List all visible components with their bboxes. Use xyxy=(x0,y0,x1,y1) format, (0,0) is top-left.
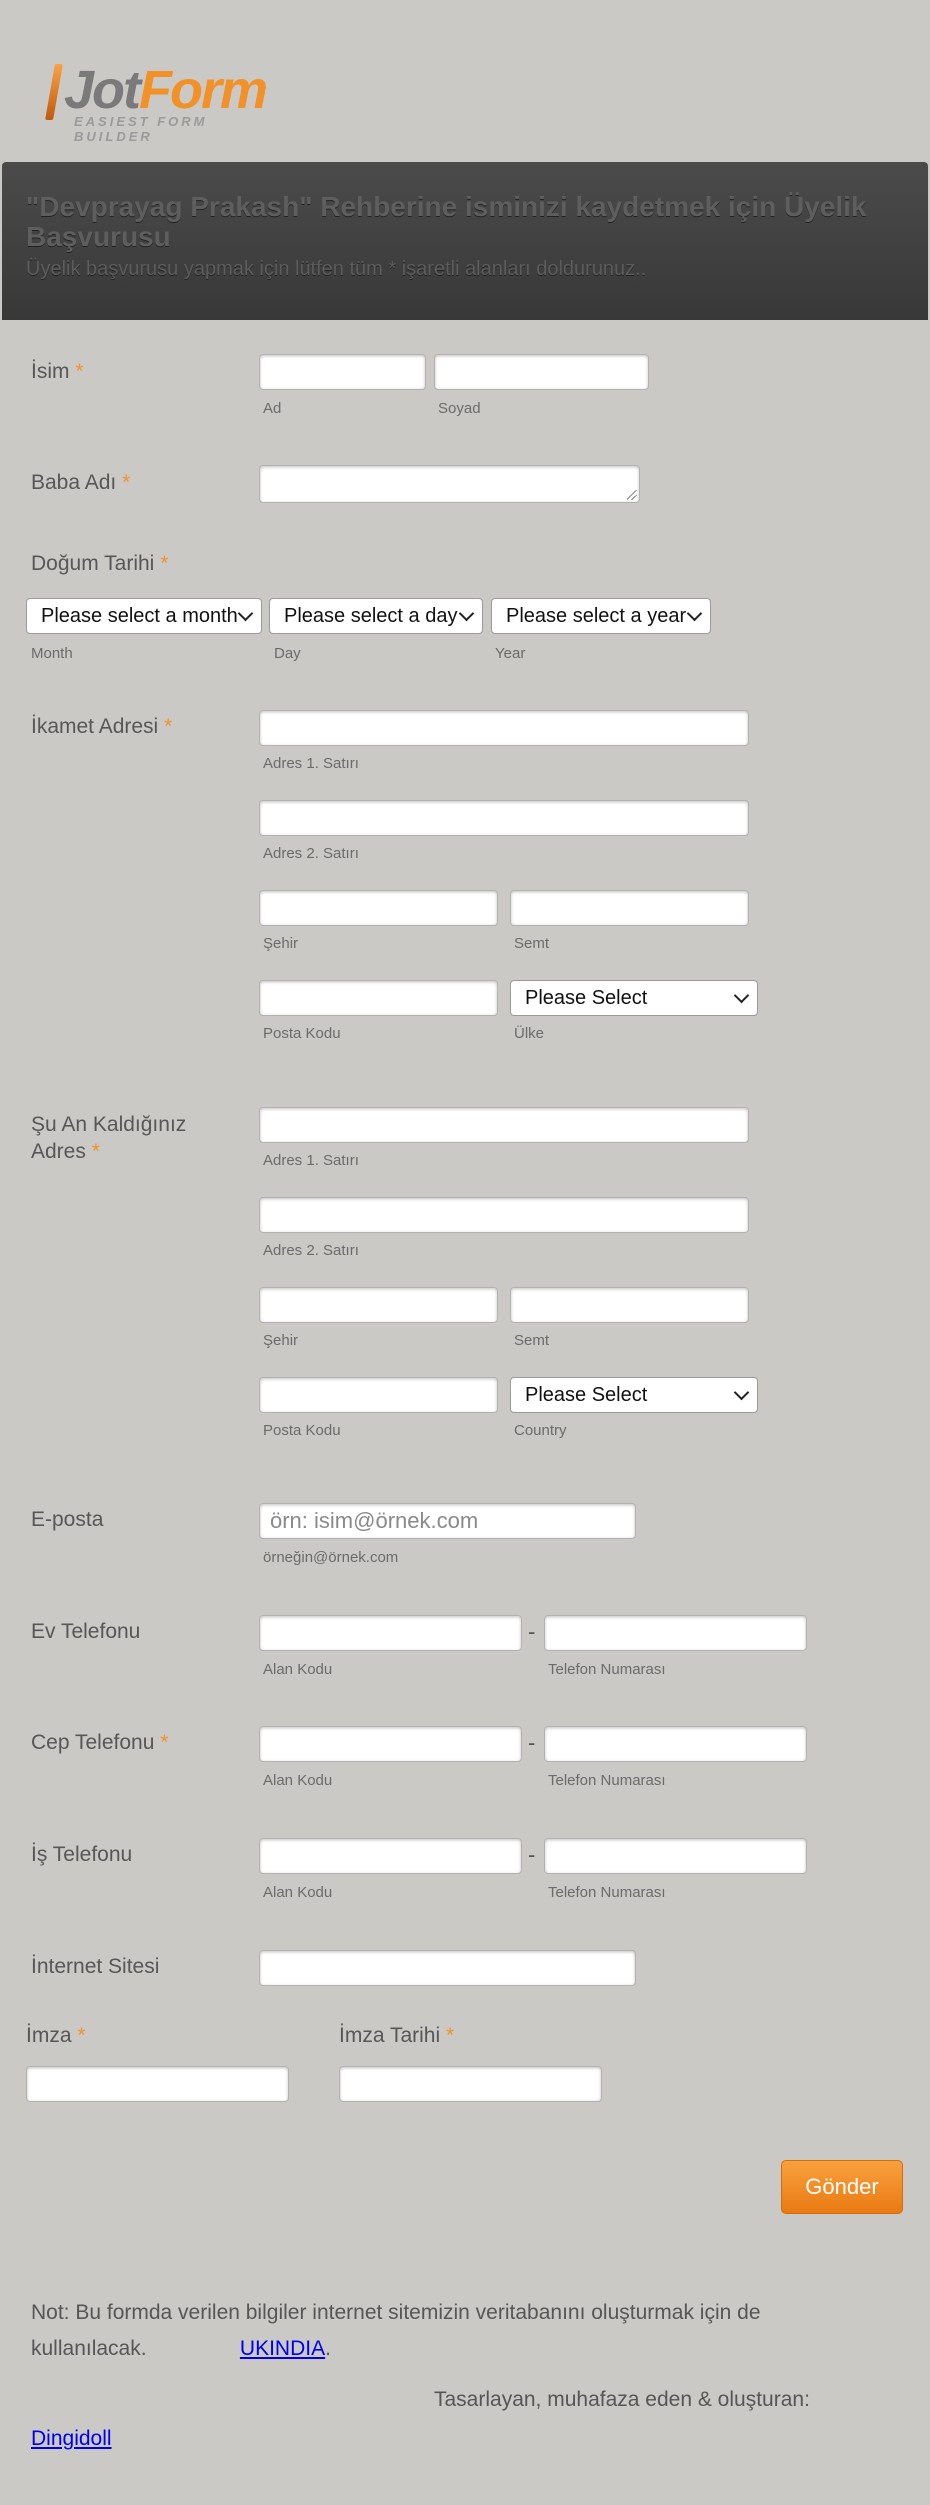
home-phone-number-sublabel: Telefon Numarası xyxy=(548,1661,666,1678)
website-input[interactable] xyxy=(259,1950,636,1986)
mobile-phone-number-sublabel: Telefon Numarası xyxy=(548,1772,666,1789)
residence-line1-sublabel: Adres 1. Satırı xyxy=(263,755,359,772)
form-subtitle: Üyelik başvurusu yapmak için lütfen tüm * işaretli alanları doldurunuz.. xyxy=(26,258,647,280)
birth-day-sublabel: Day xyxy=(274,645,301,662)
mobile-phone-area-input[interactable] xyxy=(259,1726,522,1762)
work-phone-area-input[interactable] xyxy=(259,1838,522,1874)
current-postal-input[interactable] xyxy=(259,1377,498,1413)
email-label: E-posta xyxy=(31,1508,104,1531)
last-name-sublabel: Soyad xyxy=(438,400,481,417)
birth-date-label: Doğum Tarihi * xyxy=(31,552,169,575)
residence-address-label: İkamet Adresi * xyxy=(31,715,173,738)
home-phone-area-input[interactable] xyxy=(259,1615,522,1651)
birth-month-sublabel: Month xyxy=(31,645,73,662)
residence-line2-input[interactable] xyxy=(259,800,749,836)
chevron-down-icon xyxy=(734,1385,750,1401)
birth-day-select[interactable]: Please select a day xyxy=(269,598,483,634)
author-link[interactable]: Dingidoll xyxy=(31,2427,112,2450)
current-city-input[interactable] xyxy=(259,1287,498,1323)
email-hint: örneğin@örnek.com xyxy=(263,1549,399,1566)
home-phone-label: Ev Telefonu xyxy=(31,1620,141,1643)
residence-postal-sublabel: Posta Kodu xyxy=(263,1025,341,1042)
chevron-down-icon xyxy=(734,988,750,1004)
residence-postal-input[interactable] xyxy=(259,980,498,1016)
mobile-phone-area-sublabel: Alan Kodu xyxy=(263,1772,333,1789)
residence-city-input[interactable] xyxy=(259,890,498,926)
father-name-textarea[interactable] xyxy=(259,465,640,503)
father-name-label: Baba Adı * xyxy=(31,471,131,494)
current-district-sublabel: Semt xyxy=(514,1332,550,1349)
current-city-sublabel: Şehir xyxy=(263,1332,299,1349)
jotform-logo xyxy=(44,58,274,144)
current-line2-sublabel: Adres 2. Satırı xyxy=(263,1242,359,1259)
work-phone-area-sublabel: Alan Kodu xyxy=(263,1884,333,1901)
residence-district-input[interactable] xyxy=(510,890,749,926)
first-name-input[interactable] xyxy=(259,354,426,390)
resize-grip-icon[interactable] xyxy=(627,490,637,500)
ukindia-link[interactable]: UKINDIA xyxy=(239,2337,326,2360)
work-phone-number-sublabel: Telefon Numarası xyxy=(548,1884,666,1901)
logo-tagline: EASIEST FORM BUILDER xyxy=(74,114,208,144)
home-phone-area-sublabel: Alan Kodu xyxy=(263,1661,333,1678)
first-name-sublabel: Ad xyxy=(263,400,282,417)
birth-year-sublabel: Year xyxy=(495,645,526,662)
form-header xyxy=(2,162,928,320)
logo-pencil-icon xyxy=(45,64,63,120)
website-label: İnternet Sitesi xyxy=(31,1955,160,1978)
phone-separator: - xyxy=(528,1842,536,1867)
residence-line2-sublabel: Adres 2. Satırı xyxy=(263,845,359,862)
signature-date-input[interactable] xyxy=(339,2066,602,2102)
credit-text: Tasarlayan, muhafaza eden & oluşturan: xyxy=(434,2388,810,2411)
residence-district-sublabel: Semt xyxy=(514,935,550,952)
current-district-input[interactable] xyxy=(510,1287,749,1323)
work-phone-label: İş Telefonu xyxy=(31,1843,133,1866)
residence-city-sublabel: Şehir xyxy=(263,935,299,952)
chevron-down-icon xyxy=(687,606,703,622)
birth-year-select[interactable]: Please select a year xyxy=(491,598,711,634)
residence-country-sublabel: Ülke xyxy=(514,1025,545,1042)
last-name-input[interactable] xyxy=(434,354,649,390)
current-postal-sublabel: Posta Kodu xyxy=(263,1422,341,1439)
chevron-down-icon xyxy=(238,606,254,622)
submit-button[interactable]: Gönder xyxy=(781,2160,903,2214)
signature-date-label: İmza Tarihi * xyxy=(339,2024,455,2047)
birth-month-select[interactable]: Please select a month xyxy=(26,598,262,634)
form-title: "Devprayag Prakash" Rehberine isminizi kaydetmek için Üyelik Başvurusu xyxy=(26,191,867,252)
name-label: İsim * xyxy=(31,360,84,383)
current-line1-input[interactable] xyxy=(259,1107,749,1143)
phone-separator: - xyxy=(528,1619,536,1644)
email-input[interactable] xyxy=(259,1503,636,1539)
current-country-sublabel: Country xyxy=(514,1422,567,1439)
logo-wordmark: JotForm xyxy=(64,60,266,120)
footer-note: Not: Bu formda verilen bilgiler internet sitemizin veritabanını oluşturmak için de kullanılacak. UKINDIA. xyxy=(31,2301,761,2360)
phone-separator: - xyxy=(528,1730,536,1755)
mobile-phone-number-input[interactable] xyxy=(544,1726,807,1762)
residence-country-select[interactable]: Please Select xyxy=(510,980,758,1016)
signature-label: İmza * xyxy=(26,2024,86,2047)
current-line1-sublabel: Adres 1. Satırı xyxy=(263,1152,359,1169)
current-country-select[interactable]: Please Select xyxy=(510,1377,758,1413)
chevron-down-icon xyxy=(459,606,475,622)
signature-input[interactable] xyxy=(26,2066,289,2102)
current-address-label: Şu An Kaldığınız Adres * xyxy=(31,1113,187,1163)
residence-line1-input[interactable] xyxy=(259,710,749,746)
current-line2-input[interactable] xyxy=(259,1197,749,1233)
mobile-phone-label: Cep Telefonu * xyxy=(31,1731,169,1754)
home-phone-number-input[interactable] xyxy=(544,1615,807,1651)
work-phone-number-input[interactable] xyxy=(544,1838,807,1874)
